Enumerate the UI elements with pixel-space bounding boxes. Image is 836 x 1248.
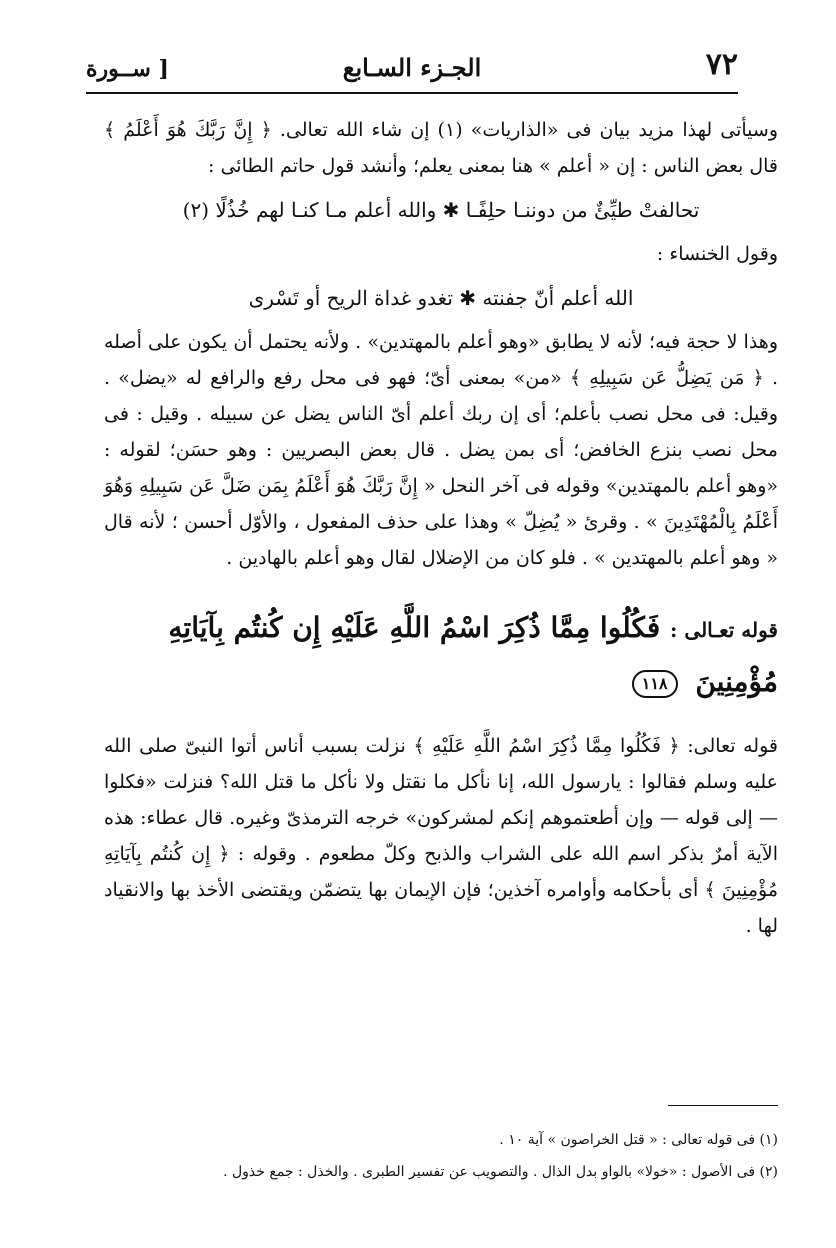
verse-text: فَكُلُوا مِمَّا ذُكِرَ اسْمُ اللَّهِ عَلَيْهِ إِن كُنتُم بِآيَاتِهِ مُؤْمِنِينَ <box>168 611 778 698</box>
poem-verse-khansa: الله أعلم أنّ جفنته ✱ تغدو غداة الريح أو تَسْرى <box>248 286 634 310</box>
page-number: ٧٢ <box>705 47 738 82</box>
part-title: الجـزء السـابع <box>342 53 482 82</box>
footnote-divider <box>668 1105 778 1106</box>
paragraph-4: قوله تعالى: ﴿ فَكُلُوا مِمَّا ذُكِرَ اسْمُ اللَّهِ عَلَيْهِ ﴾ نزلت بسبب أناس أتوا النبىّ صلى الله عليه وسلم فقالوا : يارسول الله، إنا نأكل ما نقتل ولا نأكل ما قتل الله؟ فنزلت «فكلوا— إلى قوله — وإن أطعتموهم إنكم لمشركون» خرجه الترمذىّ وغيره. قال عطاء: هذه الآية أمرٌ بذكر اسم الله على الشراب والذبح وكلّ مطعوم . وقوله : ﴿ إِن كُنتُم بِآيَاتِهِ مُؤْمِنِينَ ﴾ أى بأحكامه وأوامره آخذين؛ فإن الإيمان بها يتضمّن ويقتضى الأخذ بها والانقياد لها . <box>104 735 778 937</box>
paragraph-3: وهذا لا حجة فيه؛ لأنه لا يطابق «وهو أعلم بالمهتدين» . ولأنه يحتمل أن يكون على أصله . ﴿ مَن يَضِلُّ عَن سَبِيلِهِ ﴾ «من» بمعنى أىّ؛ فهو فى محل رفع والرافع له «يضل» . وقيل: فى محل نصب بأعلم؛ أى إن ربك أعلم أىّ الناس يضل عن سبيله . وقيل : فى محل نصب بنزع الخافض؛ أى بمن يضل . قال بعض البصريين : وهو حسَن؛ لقوله : «وهو أعلم بالمهتدين» وقوله فى آخر النحل « إِنَّ رَبَّكَ هُوَ أَعْلَمُ بِمَن ضَلَّ عَن سَبِيلِهِ وَهُوَ أَعْلَمُ بِالْمُهْتَدِينَ » . وقرئ « يُضِلّ » وهذا على حذف المفعول ، والأوّل أحسن ؛ لأنه قال « وهو أعلم بالمهتدين » . فلو كان من الإضلال لقال وهو أعلم بالهادين . <box>104 331 778 569</box>
poem-verse-hatim: تحالفتْ طيِّئٌ من دوننـا حلِفًـا ✱ والله أعلم مـا كنـا لهم خُذُلًا (٢) <box>182 198 700 222</box>
verse-intro: قوله تعـالى : <box>670 618 778 642</box>
verse-number-badge: ١١٨ <box>632 670 678 698</box>
main-text <box>104 112 778 944</box>
footnote-1: (١) فى قوله تعالى : « قتل الخراصون » آية ١٠ . <box>499 1132 778 1148</box>
paragraph-2: وقول الخنساء : <box>656 243 778 265</box>
footnotes <box>160 1124 778 1188</box>
quran-verse-heading <box>104 602 778 708</box>
footnote-2: (٢) فى الأصول : «خولا» بالواو بدل الذال . والتصويب عن تفسير الطبرى . والخذل : جمع خذول . <box>223 1164 778 1180</box>
paragraph-1: وسيأتى لهذا مزيد بيان فى «الذاريات» (١) إن شاء الله تعالى. ﴿ إِنَّ رَبَّكَ هُوَ أَعْلَمُ ﴾ قال بعض الناس : إن « أعلم » هنا بمعنى يعلم؛ وأنشد قول حاتم الطائى : <box>104 119 778 177</box>
surah-label: [ ســورة <box>86 56 169 82</box>
page-header <box>86 40 738 94</box>
